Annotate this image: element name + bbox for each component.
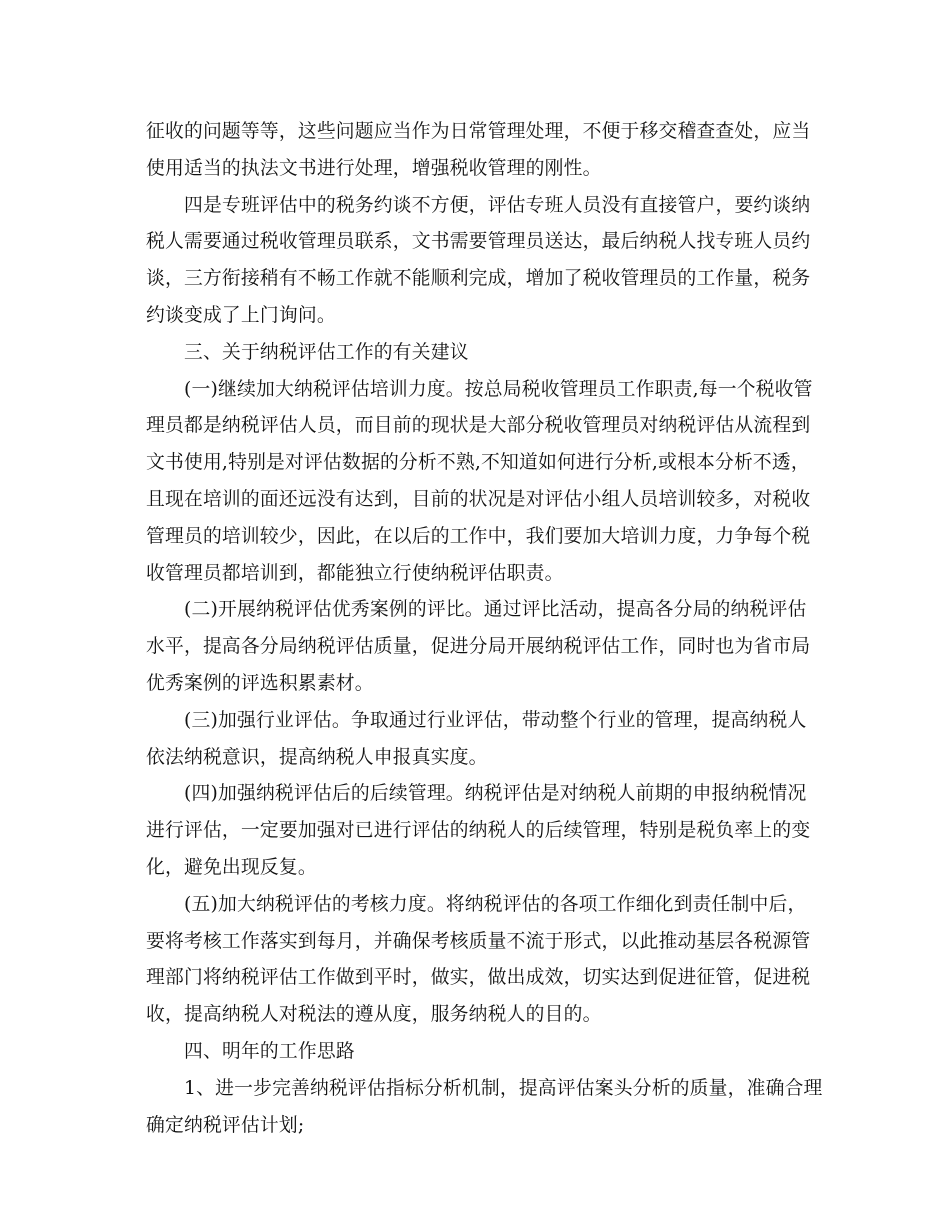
text-line: 确定纳税评估计划;: [146, 1114, 305, 1136]
text-line: 且现在培训的面还远没有达到，目前的状况是对评估小组人员培训较多，对税收: [146, 488, 811, 510]
text-line: 优秀案例的评选积累素材。: [146, 672, 374, 694]
text-line: 要将考核工作落实到每月，并确保考核质量不流于形式，以此推动基层各税源管: [146, 930, 811, 952]
text-line: 文书使用,特别是对评估数据的分析不熟,不知道如何进行分析,或根本分析不透，: [146, 452, 810, 474]
text-line: (一)继续加大纳税评估培训力度。按总局税收管理员工作职责,每一个税收管: [184, 378, 813, 400]
text-line: 约谈变成了上门询问。: [146, 304, 336, 326]
text-line: 税人需要通过税收管理员联系，文书需要管理员送达，最后纳税人找专班人员约: [146, 231, 811, 253]
text-line: (三)加强行业评估。争取通过行业评估，带动整个行业的管理，提高纳税人: [184, 709, 807, 731]
text-line: 四是专班评估中的税务约谈不方便，评估专班人员没有直接管户，要约谈纳: [184, 194, 811, 216]
text-line: (五)加大纳税评估的考核力度。将纳税评估的各项工作细化到责任制中后，: [184, 893, 807, 915]
text-line: 谈，三方衔接稍有不畅工作就不能顺利完成，增加了税收管理员的工作量，税务: [146, 268, 811, 290]
text-line: 水平，提高各分局纳税评估质量，促进分局开展纳税评估工作，同时也为省市局: [146, 636, 811, 658]
text-line: 理员都是纳税评估人员，而目前的现状是大部分税收管理员对纳税评估从流程到: [146, 415, 811, 437]
text-line: (二)开展纳税评估优秀案例的评比。通过评比活动，提高各分局的纳税评估: [184, 599, 807, 621]
text-line: 收，提高纳税人对税法的遵从度，服务纳税人的目的。: [146, 1004, 602, 1026]
text-line: 收管理员都培训到，都能独立行使纳税评估职责。: [146, 562, 564, 584]
text-line: 1、进一步完善纳税评估指标分析机制，提高评估案头分析的质量，准确合理: [184, 1077, 823, 1099]
text-line: 征收的问题等等，这些问题应当作为日常管理处理，不便于移交稽查查处，应当: [146, 121, 811, 142]
text-line: 三、关于纳税评估工作的有关建议: [184, 341, 469, 363]
text-line: 四、明年的工作思路: [184, 1040, 355, 1062]
text-line: 使用适当的执法文书进行处理，增强税收管理的刚性。: [146, 157, 602, 179]
text-line: (四)加强纳税评估后的后续管理。纳税评估是对纳税人前期的申报纳税情况: [184, 783, 807, 805]
text-line: 管理员的培训较少，因此，在以后的工作中，我们要加大培训力度，力争每个税: [146, 525, 811, 547]
text-line: 理部门将纳税评估工作做到平时，做实，做出成效，切实达到促进征管，促进税: [146, 967, 811, 989]
text-line: 进行评估，一定要加强对已进行评估的纳税人的后续管理，特别是税负率上的变: [146, 820, 811, 842]
text-line: 依法纳税意识，提高纳税人申报真实度。: [146, 746, 488, 768]
text-line: 化，避免出现反复。: [146, 856, 317, 878]
document-body: [146, 114, 823, 1144]
